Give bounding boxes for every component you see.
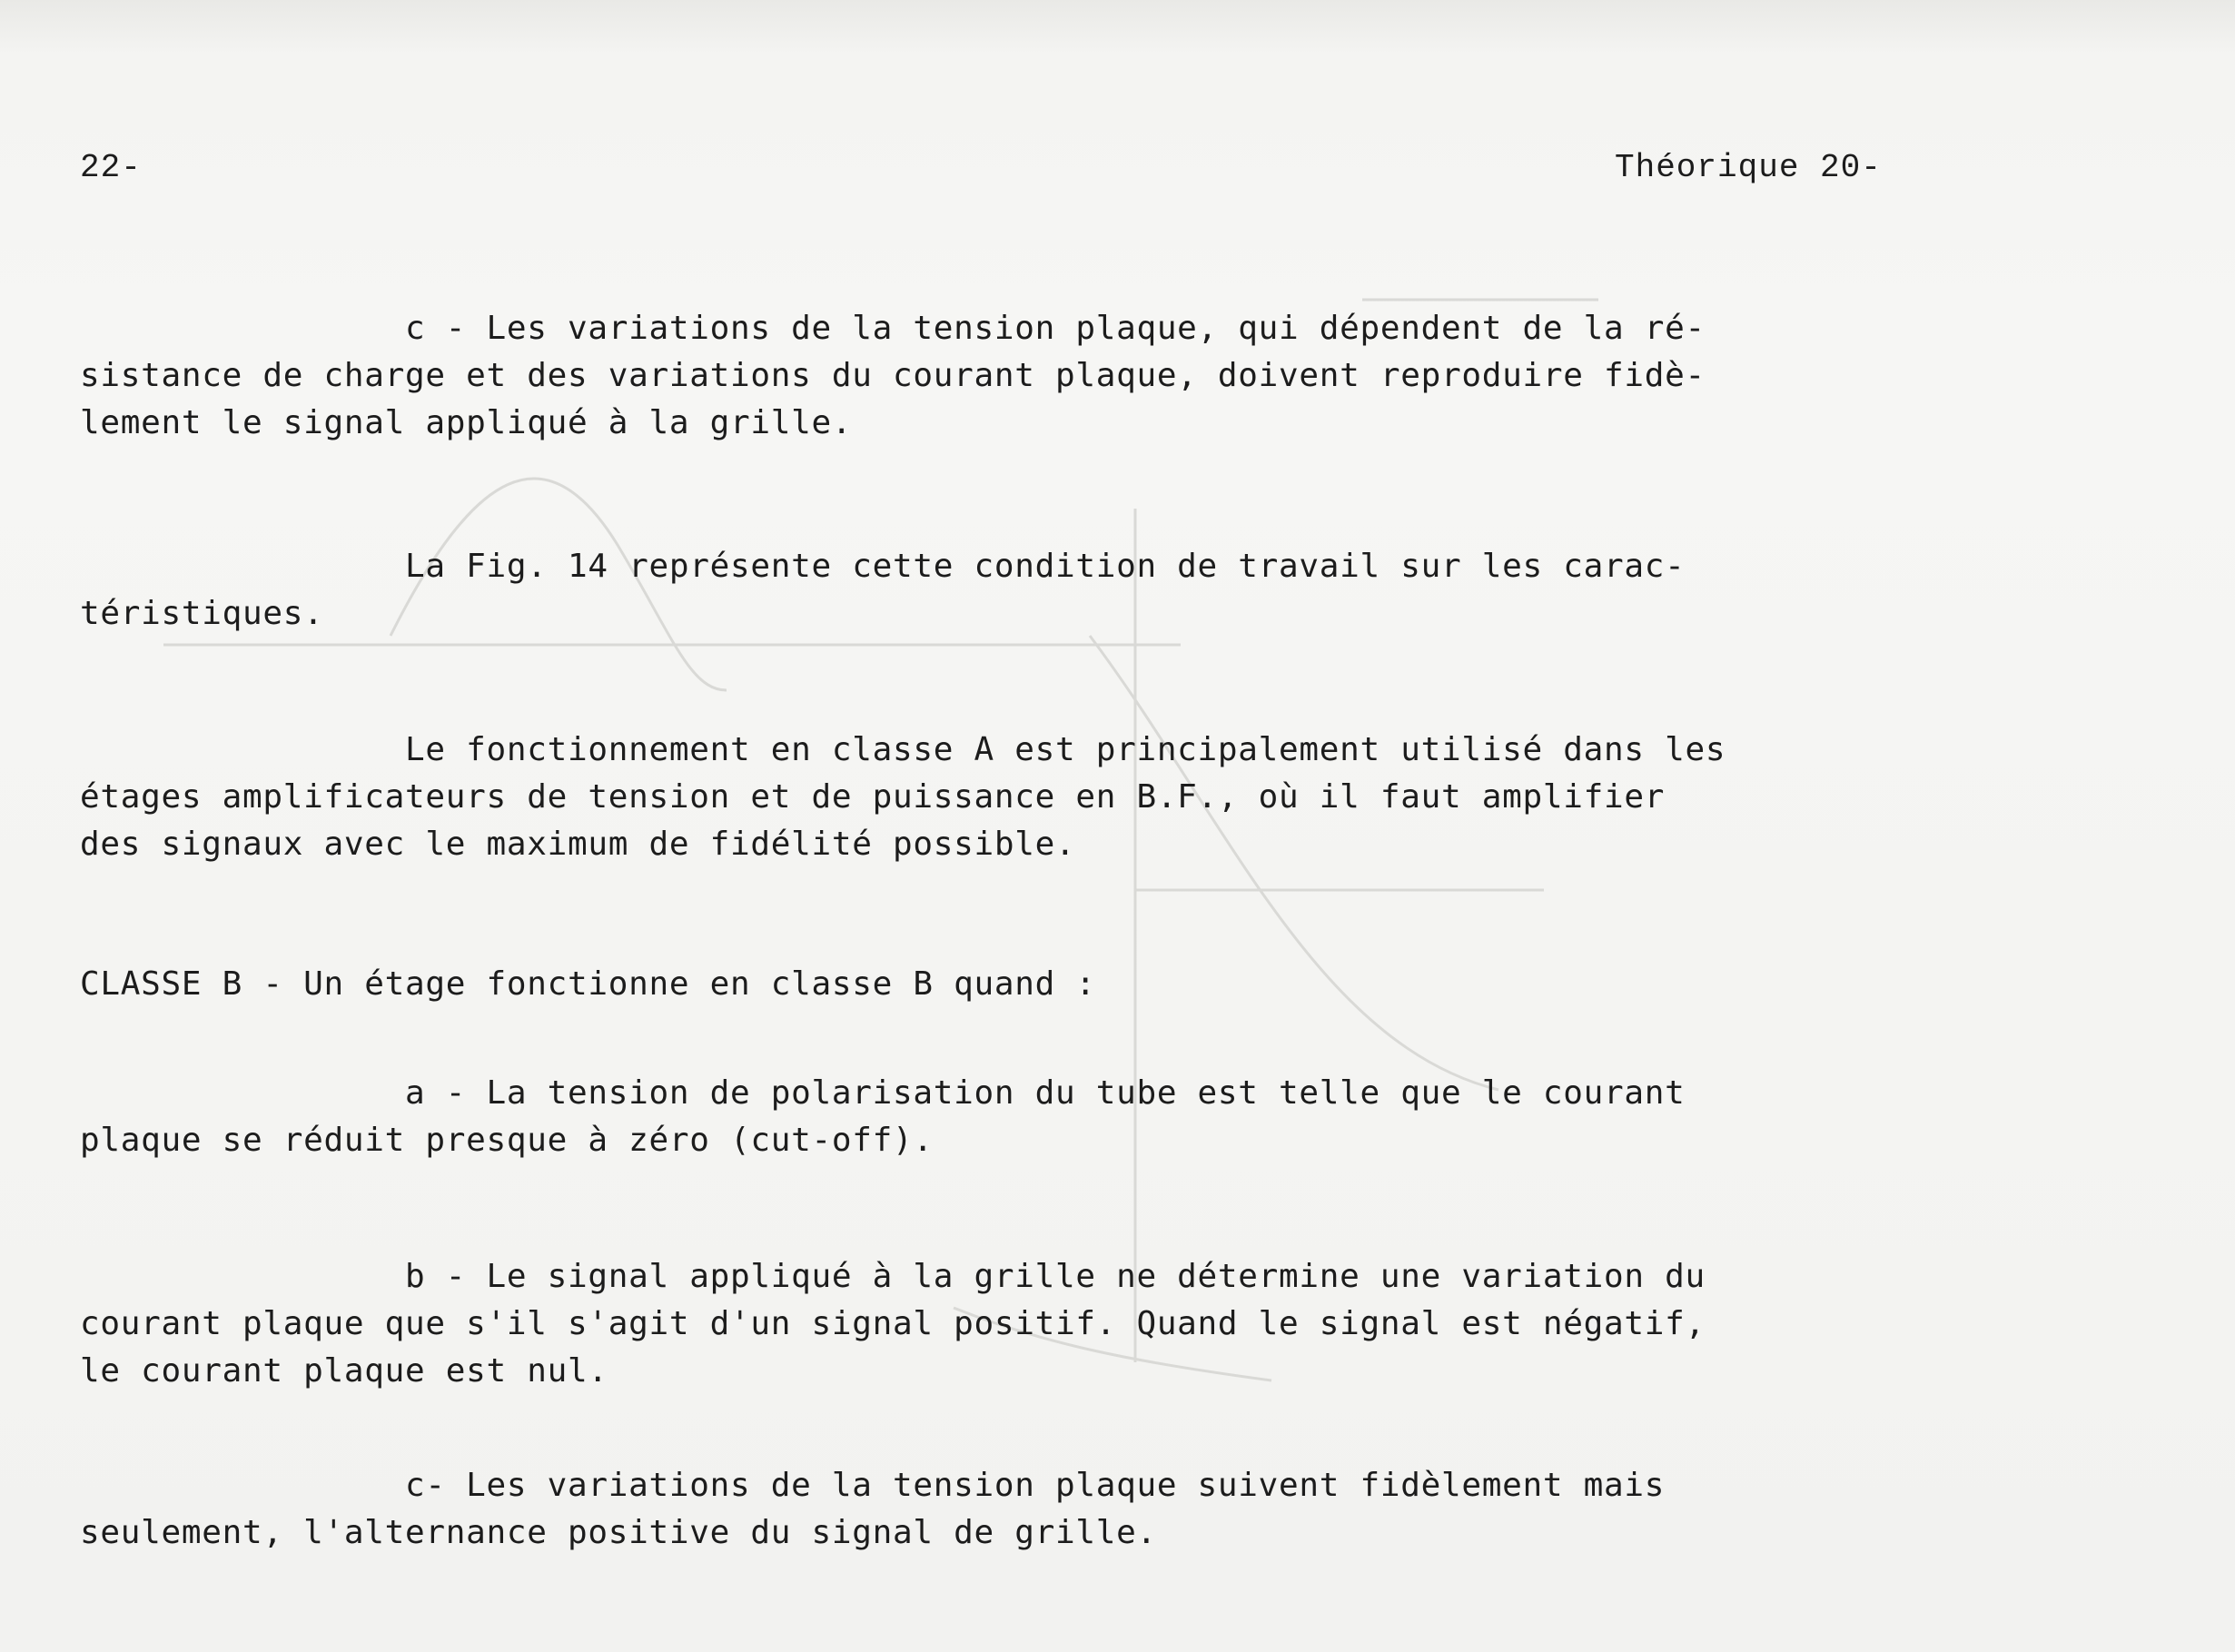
paragraph-item-c-classe-a [80, 305, 1978, 447]
paragraph-classe-a-usage [80, 727, 1978, 868]
classe-b-heading [80, 961, 1978, 1008]
text-line: La Fig. 14 représente cette condition de travail sur les carac- [80, 548, 1686, 585]
text-line: étages amplificateurs de tension et de puissance en B.F., où il faut amplifier [80, 778, 1666, 816]
text-line: seulement, l'alternance positive du signal de grille. [80, 1514, 1157, 1551]
text-line: lement le signal appliqué à la grille. [80, 404, 853, 441]
text-line: plaque se réduit presque à zéro (cut-off). [80, 1122, 934, 1159]
text-line: courant plaque que s'il s'agit d'un signal positif. Quand le signal est négatif, [80, 1305, 1706, 1342]
text-line: c- Les variations de la tension plaque suivent fidèlement mais [80, 1467, 1666, 1504]
text-line: Le fonctionnement en classe A est principalement utilisé dans les [80, 731, 1726, 768]
paragraph-item-b-classe-b [80, 1253, 1978, 1395]
text-line: c - Les variations de la tension plaque, qui dépendent de la ré- [80, 310, 1706, 347]
text-line: des signaux avec le maximum de fidélité possible. [80, 826, 1076, 863]
paragraph-fig-14-reference [80, 543, 1978, 638]
text-line: a - La tension de polarisation du tube est telle que le courant [80, 1074, 1686, 1112]
text-line: b - Le signal appliqué à la grille ne détermine une variation du [80, 1258, 1706, 1295]
page-number: 22- [80, 149, 142, 186]
text-line: sistance de charge et des variations du courant plaque, doivent reproduire fidè- [80, 357, 1706, 394]
paragraph-item-a-classe-b [80, 1070, 1978, 1164]
paragraph-item-c-classe-b [80, 1462, 1978, 1557]
section-header: Théorique 20- [1615, 149, 1882, 186]
text-line: téristiques. [80, 595, 324, 632]
text-line: le courant plaque est nul. [80, 1352, 608, 1390]
text-line: CLASSE B - Un étage fonctionne en classe B quand : [80, 965, 1096, 1003]
